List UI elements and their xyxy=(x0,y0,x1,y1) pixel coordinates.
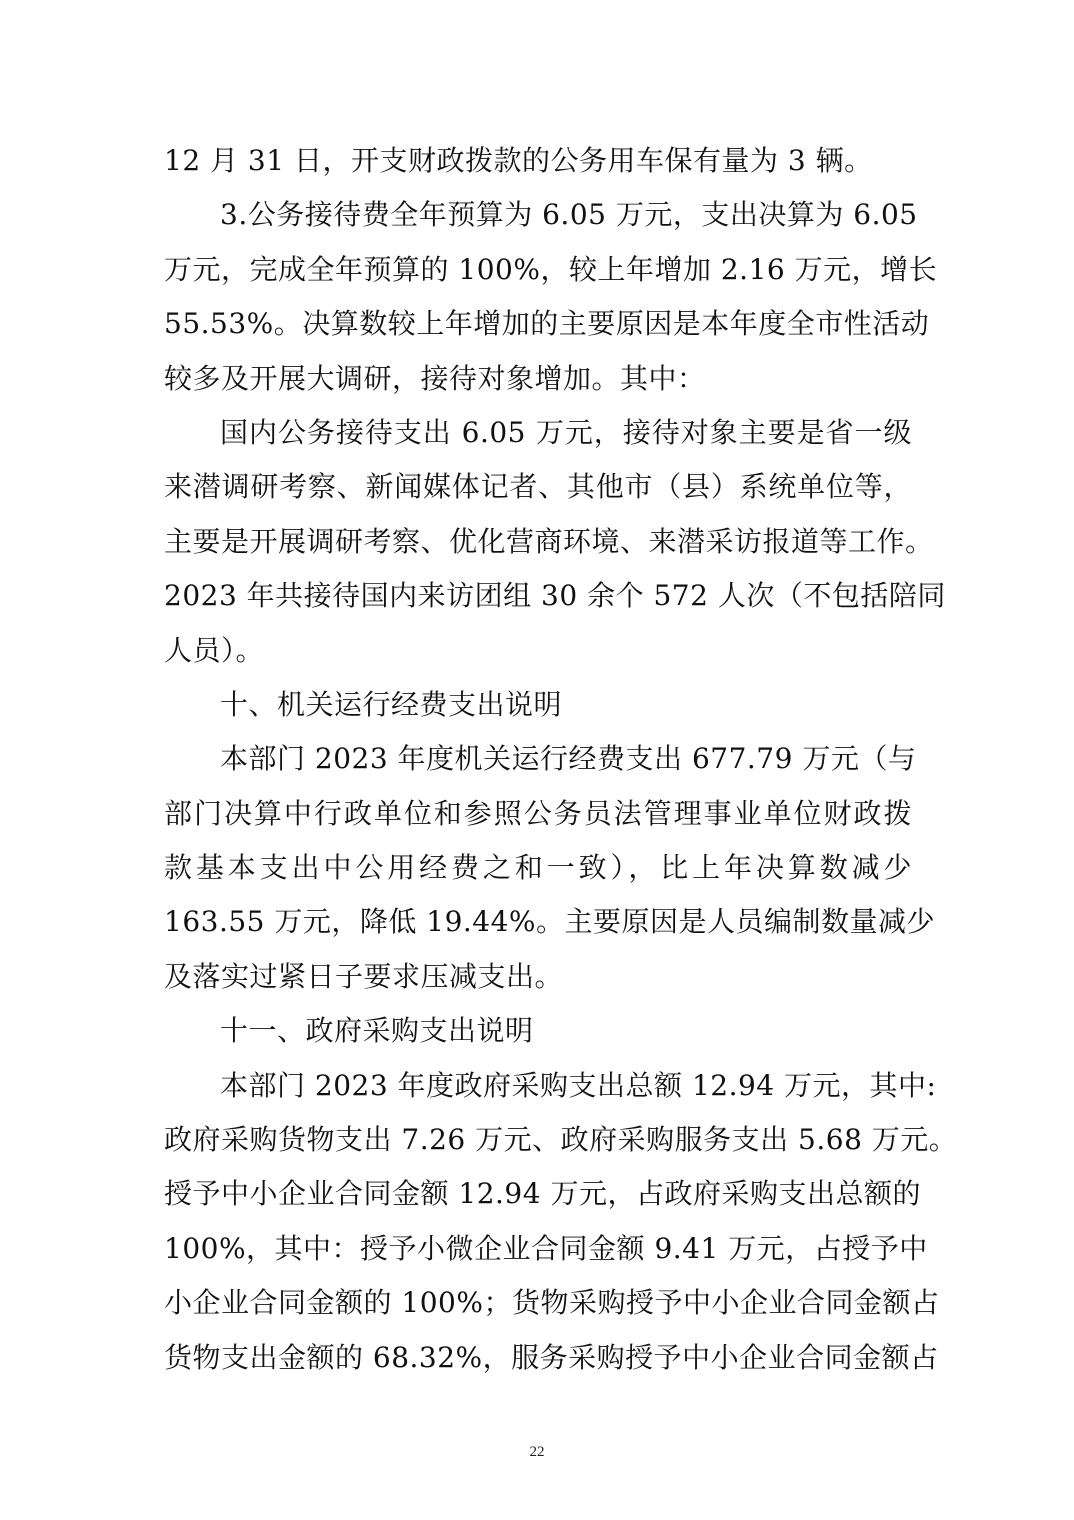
text-line: 12 月 31 日，开支财政拨款的公务用车保有量为 3 辆。 xyxy=(164,144,873,177)
text-line: 主要是开展调研考察、优化营商环境、来潜采访报道等工作。 xyxy=(164,524,934,558)
text-line: 本部门 2023 年度政府采购支出总额 12.94 万元，其中: xyxy=(220,1068,937,1102)
document-body xyxy=(164,134,958,1385)
text-line: 小企业合同金额的 100%；货物采购授予中小企业合同金额占 xyxy=(164,1286,940,1320)
text-line: 较多及开展大调研，接待对象增加。其中： xyxy=(164,361,706,395)
section-heading: 十一、政府采购支出说明 xyxy=(220,1014,534,1048)
text-line: 人员）。 xyxy=(164,633,265,667)
text-line: 授予中小企业合同金额 12.94 万元，占政府采购支出总额的 xyxy=(164,1177,921,1211)
text-line: 3.公务接待费全年预算为 6.05 万元，支出决算为 6.05 xyxy=(220,198,918,232)
text-line: 来潜调研考察、新闻媒体记者、其他市（县）系统单位等， xyxy=(164,470,912,504)
text-line: 2023 年共接待国内来访团组 30 余个 572 人次（不包括陪同 xyxy=(164,579,946,613)
text-line: 及落实过紧日子要求压减支出。 xyxy=(164,959,564,993)
text-line: 款基本支出中公用经费之和一致），比上年决算数减少 xyxy=(164,851,912,885)
text-line: 100%，其中：授予小微企业合同金额 9.41 万元，占授予中 xyxy=(164,1231,928,1265)
text-line: 政府采购货物支出 7.26 万元、政府采购服务支出 5.68 万元。 xyxy=(164,1123,958,1157)
text-line: 万元，完成全年预算的 100%，较上年增加 2.16 万元，增长 xyxy=(164,252,938,286)
text-line: 部门决算中行政单位和参照公务员法管理事业单位财政拨 xyxy=(164,796,912,830)
text-line: 货物支出金额的 68.32%，服务采购授予中小企业合同金额占 xyxy=(164,1340,939,1374)
text-line: 本部门 2023 年度机关运行经费支出 677.79 万元（与 xyxy=(220,742,917,776)
section-heading: 十、机关运行经费支出说明 xyxy=(220,687,563,721)
page-number: 22 xyxy=(529,1444,545,1460)
text-line: 163.55 万元，降低 19.44%。主要原因是人员编制数量减少 xyxy=(164,905,936,939)
text-line: 国内公务接待支出 6.05 万元，接待对象主要是省一级 xyxy=(220,415,912,449)
text-line: 55.53%。决算数较上年增加的主要原因是本年度全市性活动 xyxy=(164,307,930,341)
